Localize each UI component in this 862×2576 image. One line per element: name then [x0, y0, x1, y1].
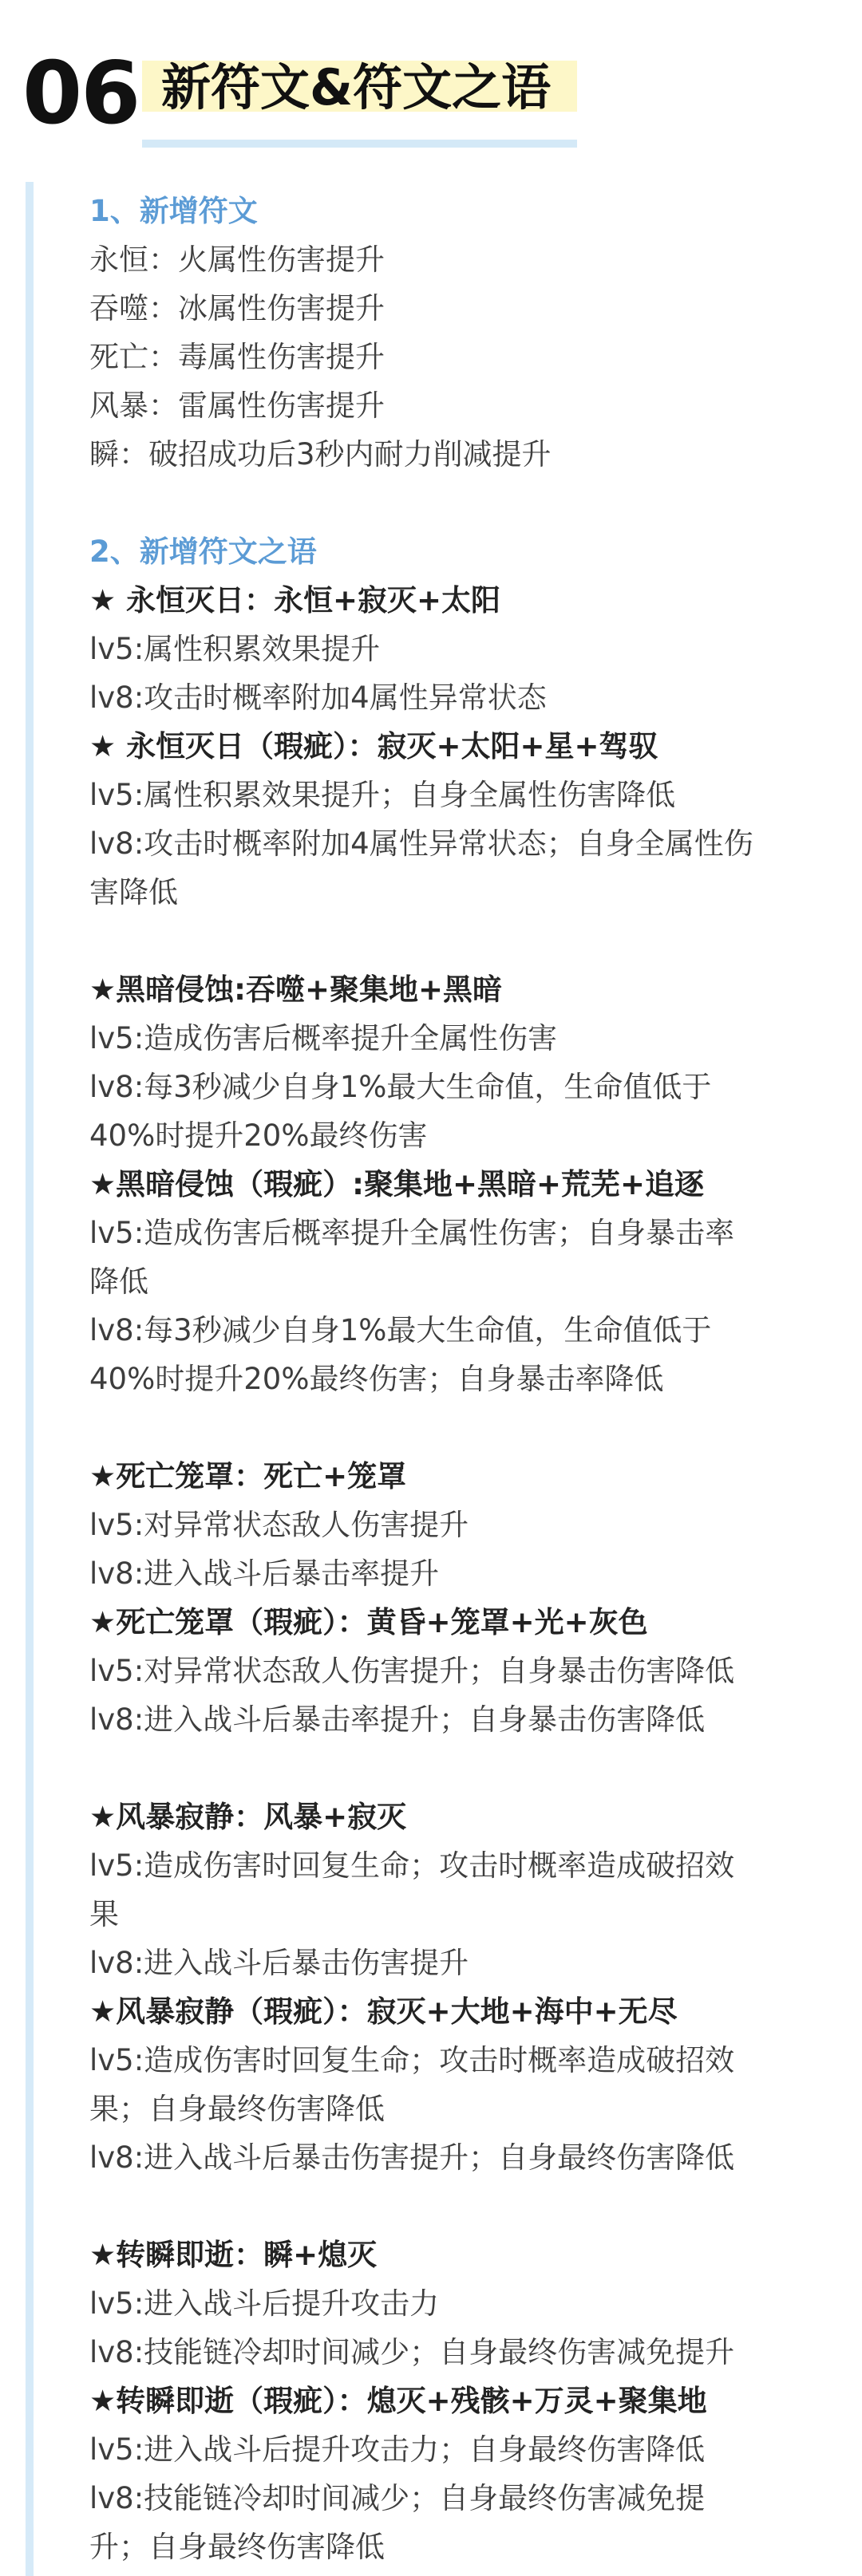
- section-number: 06: [22, 44, 140, 144]
- text-line: lv5:造成伤害后概率提升全属性伤害: [89, 1021, 558, 1055]
- text-line: lv8:每3秒减少自身1%最大生命值，生命值低于: [89, 1070, 712, 1104]
- blank-line: [89, 2182, 816, 2231]
- runeword-title: ★黑暗侵蚀（瑕疵）:聚集地+黑暗+荒芜+追逐: [89, 1167, 704, 1201]
- text-line: 果: [89, 1897, 119, 1931]
- text-line: lv8:进入战斗后暴击率提升；自身暴击伤害降低: [89, 1702, 706, 1737]
- text-line: lv5:对异常状态敌人伤害提升；自身暴击伤害降低: [89, 1654, 735, 1688]
- text-line: lv8:每3秒减少自身1%最大生命值，生命值低于: [89, 1313, 712, 1347]
- text-line: lv5:进入战斗后提升攻击力: [89, 2286, 440, 2321]
- text-line: 40%时提升20%最终伤害: [89, 1118, 428, 1153]
- blank-line: [89, 1744, 816, 1793]
- text-line: 升；自身最终伤害降低: [89, 2530, 385, 2564]
- section-heading: 1、新增符文: [89, 194, 258, 228]
- section-heading: 2、新增符文之语: [89, 535, 317, 569]
- text-line: lv8:技能链冷却时间减少；自身最终伤害减免提升: [89, 2335, 735, 2369]
- text-line: 40%时提升20%最终伤害；自身暴击率降低: [89, 1362, 664, 1396]
- runeword-title: ★风暴寂静（瑕疵）：寂灭+大地+海中+无尽: [89, 1994, 678, 2029]
- text-line: lv8:攻击时概率附加4属性异常状态；自身全属性伤: [89, 826, 753, 861]
- blank-line: [89, 479, 816, 527]
- text-line: 死亡：毒属性伤害提升: [89, 340, 385, 374]
- text-line: lv8:攻击时概率附加4属性异常状态: [89, 680, 547, 715]
- runeword-title: ★转瞬即逝：瞬+熄灭: [89, 2238, 378, 2272]
- text-line: 永恒：火属性伤害提升: [89, 243, 385, 277]
- runeword-title: ★转瞬即逝（瑕疵）：熄灭+残骸+万灵+聚集地: [89, 2384, 707, 2418]
- title-underline: [142, 140, 577, 148]
- text-line: 果；自身最终伤害降低: [89, 2092, 385, 2126]
- text-line: lv5:属性积累效果提升；自身全属性伤害降低: [89, 778, 676, 812]
- text-line: lv5:进入战斗后提升攻击力；自身最终伤害降低: [89, 2432, 706, 2467]
- text-line: lv8:进入战斗后暴击率提升: [89, 1556, 440, 1591]
- text-line: 害降低: [89, 875, 178, 909]
- runeword-title: ★死亡笼罩（瑕疵）：黄昏+笼罩+光+灰色: [89, 1605, 648, 1639]
- blank-line: [89, 1403, 816, 1452]
- text-line: lv8:技能链冷却时间减少；自身最终伤害减免提: [89, 2481, 706, 2515]
- text-line: 降低: [89, 1264, 148, 1299]
- section-title: 新符文&符文之语: [161, 58, 552, 116]
- text-line: lv8:进入战斗后暴击伤害提升: [89, 1946, 469, 1980]
- blank-line: [89, 917, 816, 965]
- runeword-title: ★死亡笼罩：死亡+笼罩: [89, 1459, 407, 1493]
- text-line: lv5:造成伤害后概率提升全属性伤害；自身暴击率: [89, 1216, 735, 1250]
- content-block: [26, 182, 832, 2576]
- runeword-title: ★ 永恒灭日（瑕疵）：寂灭+太阳+星+驾驭: [89, 729, 658, 763]
- section-title-wrap: [142, 48, 577, 148]
- text-line: 风暴：雷属性伤害提升: [89, 389, 385, 423]
- text-line: lv8:进入战斗后暴击伤害提升；自身最终伤害降低: [89, 2140, 735, 2175]
- text-line: lv5:对异常状态敌人伤害提升: [89, 1508, 469, 1542]
- runeword-title: ★ 永恒灭日：永恒+寂灭+太阳: [89, 583, 501, 617]
- text-line: lv5:属性积累效果提升: [89, 632, 381, 666]
- text-line: lv5:造成伤害时回复生命；攻击时概率造成破招效: [89, 2043, 735, 2077]
- text-line: 吞噬：冰属性伤害提升: [89, 291, 385, 325]
- runeword-title: ★黑暗侵蚀:吞噬+聚集地+黑暗: [89, 972, 502, 1007]
- text-line: 瞬：破招成功后3秒内耐力削减提升: [89, 437, 552, 471]
- runeword-title: ★风暴寂静：风暴+寂灭: [89, 1800, 407, 1834]
- section-header: [22, 40, 820, 152]
- text-line: lv5:造成伤害时回复生命；攻击时概率造成破招效: [89, 1848, 735, 1883]
